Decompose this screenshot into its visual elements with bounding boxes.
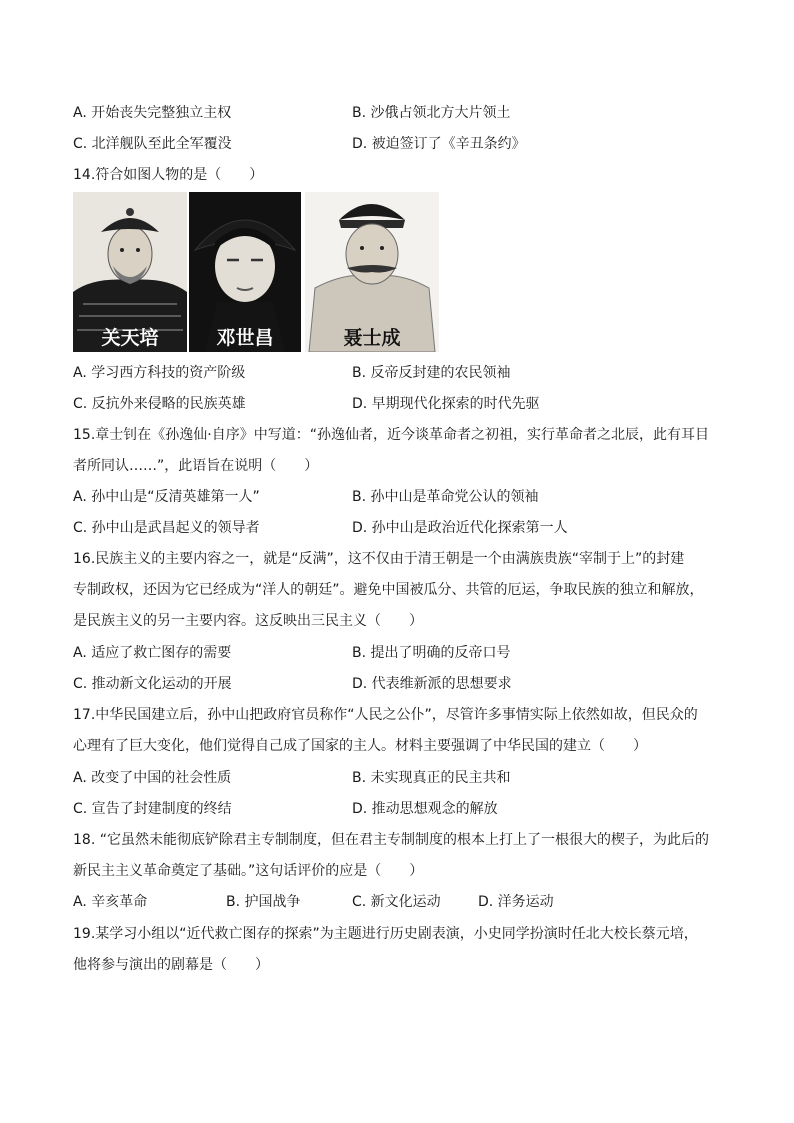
q19-stem-line-1: 19.某学习小组以“近代救亡图存的探索”为主题进行历史剧表演，小史同学扮演时任北大校长蔡元培，: [73, 926, 698, 942]
portrait-caption: 关天培: [101, 327, 159, 349]
portrait-strip: [73, 192, 439, 352]
q13-option-b: B. 沙俄占领北方大片领土: [352, 105, 511, 121]
q18-stem-line-1: 18. “它虽然未能彻底铲除君主专制制度，但在君主专制制度的根本上打上了一根很大的楔子，为此后的: [73, 832, 709, 848]
q15-stem-line-1: 15.章士钊在《孙逸仙·自序》中写道：“孙逸仙者，近今谈革命者之初祖，实行革命者之北辰，此有耳目: [73, 427, 709, 443]
portrait-caption: 邓世昌: [216, 327, 274, 349]
portrait-caption: 聂士成: [343, 327, 401, 349]
q18-option-c: C. 新文化运动: [352, 894, 441, 910]
portrait-deng-shichang: [189, 192, 301, 352]
q17-option-a: A. 改变了中国的社会性质: [73, 770, 232, 786]
q14-stem: 14.符合如图人物的是（ ）: [73, 167, 264, 183]
q17-option-b: B. 未实现真正的民主共和: [352, 770, 511, 786]
q19-stem-line-2: 他将参与演出的剧幕是（ ）: [73, 957, 269, 973]
q18-option-b: B. 护国战争: [226, 894, 301, 910]
q18-stem-line-2: 新民主主义革命奠定了基础。”这句话评价的应是（ ）: [73, 863, 424, 879]
q15-option-b: B. 孙中山是革命党公认的领袖: [352, 489, 539, 505]
q16-option-c: C. 推动新文化运动的开展: [73, 676, 232, 692]
portrait-guan-tianpei: [73, 192, 187, 352]
portrait-nie-shicheng: [305, 192, 439, 352]
q16-option-a: A. 适应了救亡图存的需要: [73, 645, 232, 661]
q17-option-d: D. 推动思想观念的解放: [352, 801, 498, 817]
q15-stem-line-2: 者所同认……”，此语旨在说明（ ）: [73, 458, 319, 474]
q14-option-d: D. 早期现代化探索的时代先驱: [352, 396, 540, 412]
q13-option-c: C. 北洋舰队至此全军覆没: [73, 136, 232, 152]
q13-option-d: D. 被迫签订了《辛丑条约》: [352, 136, 526, 152]
q15-option-a: A. 孙中山是“反清英雄第一人”: [73, 489, 260, 505]
q15-option-c: C. 孙中山是武昌起义的领导者: [73, 520, 260, 536]
q14-option-b: B. 反帝反封建的农民领袖: [352, 365, 511, 381]
q14-option-a: A. 学习西方科技的资产阶级: [73, 365, 246, 381]
q13-option-a: A. 开始丧失完整独立主权: [73, 105, 232, 121]
q16-option-d: D. 代表维新派的思想要求: [352, 676, 512, 692]
q17-stem-line-2: 心理有了巨大变化，他们觉得自己成了国家的主人。材料主要强调了中华民国的建立（ ）: [73, 738, 647, 754]
q16-option-b: B. 提出了明确的反帝口号: [352, 645, 511, 661]
q18-option-d: D. 洋务运动: [478, 894, 554, 910]
q17-stem-line-1: 17.中华民国建立后，孙中山把政府官员称作“人民之公仆”，尽管许多事情实际上依然如故，但民众的: [73, 707, 698, 723]
q16-stem-line-1: 16.民族主义的主要内容之一，就是“反满”，这不仅由于清王朝是一个由满族贵族“宰制于上”的封建: [73, 551, 685, 567]
q16-stem-line-3: 是民族主义的另一主要内容。这反映出三民主义（ ）: [73, 613, 423, 629]
q18-option-a: A. 辛亥革命: [73, 894, 148, 910]
q16-stem-line-2: 专制政权，还因为它已经成为“洋人的朝廷”。避免中国被瓜分、共管的厄运，争取民族的独立和解放，: [73, 582, 704, 598]
q17-option-c: C. 宣告了封建制度的终结: [73, 801, 232, 817]
q15-option-d: D. 孙中山是政治近代化探索第一人: [352, 520, 568, 536]
q14-option-c: C. 反抗外来侵略的民族英雄: [73, 396, 246, 412]
